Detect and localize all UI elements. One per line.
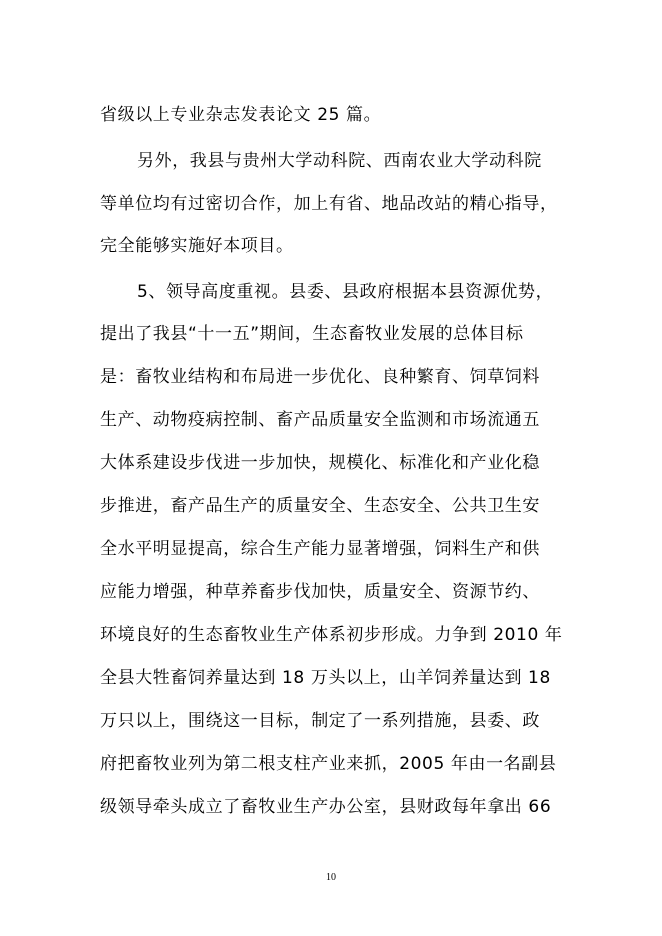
page-number: 10 [326, 872, 336, 883]
paragraph-3-line-6: 步推进，畜产品生产的质量安全、生态安全、公共卫生安 [100, 496, 540, 516]
paragraph-3-line-13: 级领导牵头成立了畜牧业生产办公室，县财政每年拿出 66 [100, 797, 552, 817]
paragraph-1-line-1: 省级以上专业杂志发表论文 25 篇。 [100, 105, 382, 125]
paragraph-3-line-10: 全县大牲畜饲养量达到 18 万头以上，山羊饲养量达到 18 [100, 668, 551, 688]
paragraph-3-line-5: 大体系建设步伐进一步加快，规模化、标准化和产业化稳 [100, 453, 540, 473]
paragraph-3-line-1: 5、领导高度重视。县委、县政府根据本县资源优势， [137, 282, 554, 302]
paragraph-2-line-2: 等单位均有过密切合作，加上有省、地品改站的精心指导， [100, 194, 558, 214]
paragraph-3-line-4: 生产、动物疫病控制、畜产品质量安全监测和市场流通五 [100, 410, 540, 430]
paragraph-3-line-8: 应能力增强，种草养畜步伐加快，质量安全、资源节约、 [100, 582, 540, 602]
paragraph-3-line-3: 是：畜牧业结构和布局进一步优化、良种繁育、饲草饲料 [100, 367, 540, 387]
paragraph-3-line-11: 万只以上，围绕这一目标，制定了一系列措施，县委、政 [100, 711, 540, 731]
paragraph-2-line-3: 完全能够实施好本项目。 [100, 236, 294, 256]
paragraph-3-line-12: 府把畜牧业列为第二根支柱产业来抓，2005 年由一名副县 [100, 754, 557, 774]
paragraph-2-line-1: 另外，我县与贵州大学动科院、西南农业大学动科院 [137, 151, 542, 171]
paragraph-3-line-2: 提出了我县“十一五”期间，生态畜牧业发展的总体目标 [100, 324, 524, 344]
paragraph-3-line-9: 环境良好的生态畜牧业生产体系初步形成。力争到 2010 年 [100, 625, 563, 645]
paragraph-3-line-7: 全水平明显提高，综合生产能力显著增强，饲料生产和供 [100, 539, 540, 559]
